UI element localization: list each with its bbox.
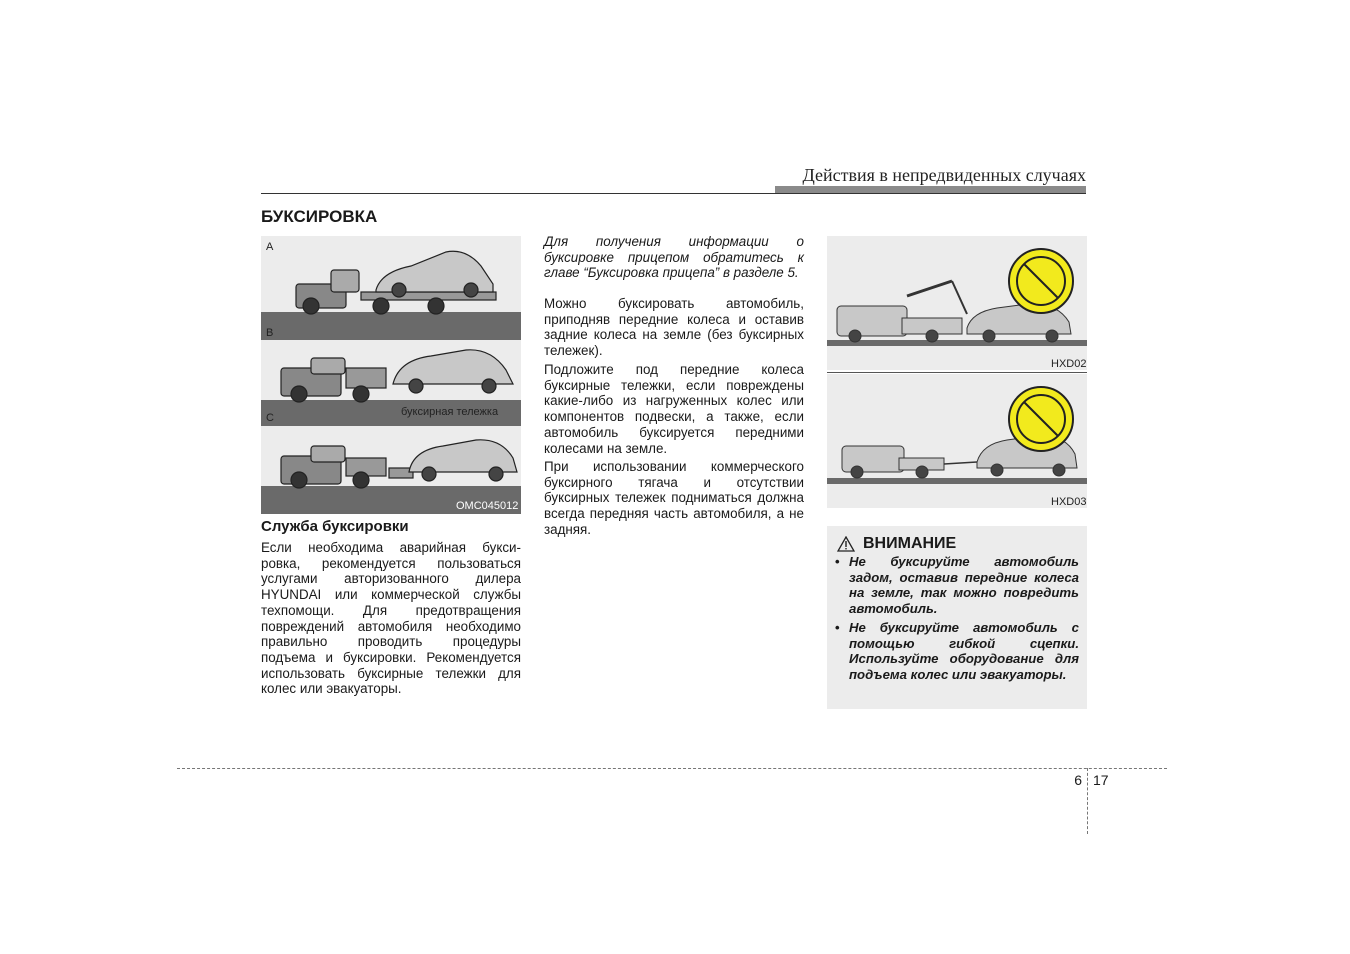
caution-item: • Не буксируйте автомобиль с помощью гибкой сцепки. Используйте оборудование для подъема колес или эвакуаторы. xyxy=(835,620,1079,683)
towing-illustration xyxy=(261,236,521,514)
caution-title: ВНИМАНИЕ xyxy=(863,535,957,552)
towing-service-text: Если необходима аварийная букси-ровка, рекомендуется пользоваться услугами авторизованного дилера HYUNDAI или коммерческой службы техпомощи. Для предотвращения повреждений автомобиля необходимо правильно проводить процедуры подъема и буксировки. Рекомендуется использовать буксирные тележки для колес или эвакуаторы. xyxy=(261,540,521,697)
figure-separator xyxy=(827,372,1087,373)
prohibition-icon-2 xyxy=(1009,387,1073,451)
page-number: 17 xyxy=(1093,772,1109,788)
warning-triangle-icon xyxy=(837,536,855,552)
tow-truck-icon xyxy=(281,358,386,402)
dolly-label: буксирная тележка xyxy=(401,406,499,418)
section-title: БУКСИРОВКА xyxy=(261,207,378,226)
caution-box xyxy=(827,526,1087,709)
flexible-tow-prohibited-illustration xyxy=(827,374,1087,508)
header-accent-bar xyxy=(775,186,1086,193)
ground-a xyxy=(261,312,521,340)
panel-label-b: B xyxy=(266,327,274,339)
tow-truck-dolly-icon xyxy=(281,446,413,488)
figure-code-hxd02: HXD02 xyxy=(1051,358,1087,370)
paragraph-3: При использовании коммерческого буксирного тягача и отсутствии буксирных тележек подниматься должна всегда передняя часть автомобиля, а не задняя. xyxy=(544,459,804,537)
chapter-title: Действия в непредвиденных случаях xyxy=(802,165,1086,185)
caution-list xyxy=(835,554,1079,686)
caution-item: • Не буксируйте автомобиль задом, оставив передние колеса на земле, так можно повредить автомобиль. xyxy=(835,554,1079,617)
towed-car-c-icon xyxy=(409,440,517,481)
footer-dashed-divider xyxy=(1087,768,1088,834)
trailer-towing-note: Для получения информации о буксировке прицепом обратитесь к главе “Буксировка прицепа” в разделе 5. xyxy=(544,234,804,281)
towed-car-b-icon xyxy=(393,350,513,393)
towing-service-title: Служба буксировки xyxy=(261,518,409,535)
wrong-tow-figure-2 xyxy=(827,374,1087,508)
paragraph-1: Можно буксировать автомобиль, приподняв передние колеса и оставив задние колеса на земле (без буксирных тележек). xyxy=(544,296,804,359)
panel-label-a: A xyxy=(266,241,274,253)
section-number: 6 xyxy=(1074,772,1082,788)
wrong-tow-figure-1 xyxy=(827,236,1087,370)
rear-tow-prohibited-illustration xyxy=(827,236,1087,370)
car-on-flatbed-icon xyxy=(376,251,493,297)
prohibition-icon-1 xyxy=(1009,249,1073,313)
caution-header xyxy=(837,535,956,553)
footer-dashed-rule xyxy=(177,768,1167,769)
paragraph-2: Подложите под передние колеса буксирные тележки, если повреждены какие-либо из нагруженных колес или компонентов подвески, а также, если автомобиль буксируется передними колесами на земле. xyxy=(544,362,804,456)
figure-code: OMC045012 xyxy=(456,500,519,512)
header-rule xyxy=(261,193,1086,194)
panel-label-c: C xyxy=(266,412,274,424)
towing-figure xyxy=(261,236,521,514)
figure-code-hxd03: HXD03 xyxy=(1051,496,1087,508)
